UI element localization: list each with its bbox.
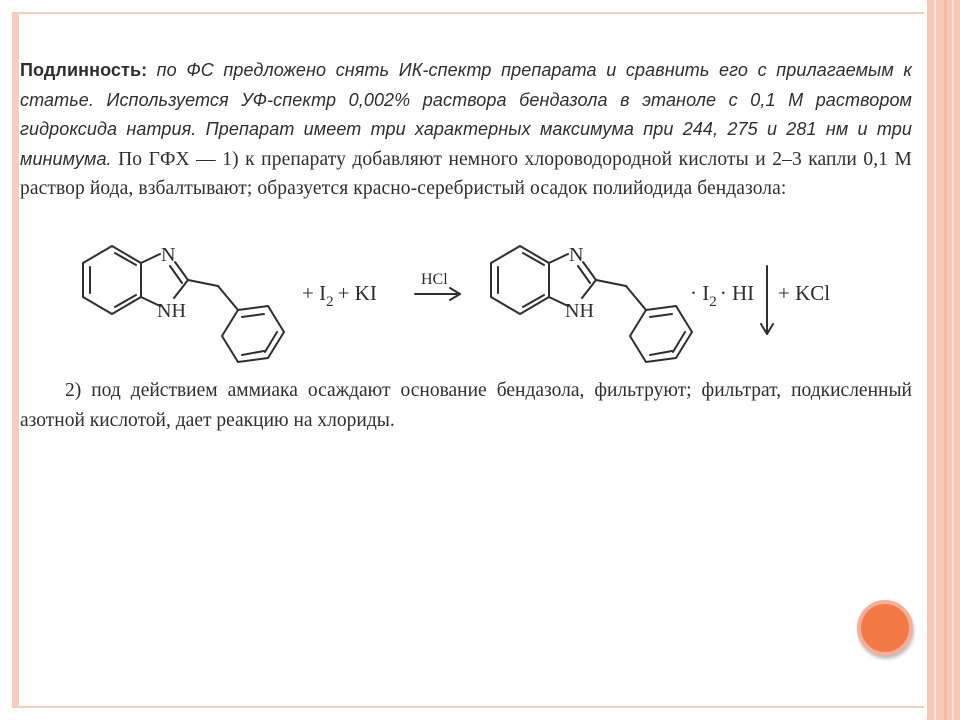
ir-uv-spectra-text: по ФС предложено снять ИК-спектр препарата и сравнить его с прилагаемым к статье. Используется УФ-спектр 0,002% раствора бендазола в этаноле с 0,1 М раствором гидроксида натрия. Препарат имеет три характерных максимума при 244, 275 и 281 нм и три минимума.: [20, 60, 912, 169]
reaction-scheme: [70, 236, 870, 370]
authenticity-label: Подлинность:: [20, 60, 148, 80]
slide-frame-left: [12, 12, 19, 708]
slide-frame-stripe: [944, 0, 947, 720]
product-nitrogen-label: N: [569, 244, 584, 266]
ammonia-test-paragraph: 2) под действием аммиака осаждают основание бендазола, фильтруют; фильтрат, подкисленный азотной кислотой, дает реакцию на хлориды.: [20, 380, 912, 431]
slide-frame-stripe: [934, 0, 936, 720]
slide-frame-stripe: [952, 0, 954, 720]
slide-frame-top: [12, 12, 924, 14]
catalyst-label: HCl: [421, 271, 448, 288]
reaction-arrow: [415, 288, 460, 300]
reagent-iodine-label: + $I_2$ + KI: [302, 281, 377, 310]
precipitate-arrow: [761, 266, 773, 334]
reactant-nh-label: NH: [157, 300, 186, 322]
reactant-nitrogen-label: N: [161, 244, 176, 266]
authenticity-paragraph: [20, 56, 912, 204]
slide-frame-right-band: [924, 0, 960, 720]
slide-frame-stripe: [924, 0, 927, 720]
product-nh-label: NH: [565, 300, 594, 322]
byproduct-label: + KCl: [778, 281, 831, 305]
gfx-test-text: По ГФХ — 1) к препарату добавляют немного хлороводородной кислоты и 2–3 капли 0,1 М раствор йода, взбалтывают; образуется красно-серебристый осадок полийодида бендазола:: [20, 148, 912, 199]
slide-frame-bottom: [12, 706, 924, 708]
reaction-scheme-drawing: [70, 236, 870, 370]
product-salt-label: · $I_2$ · HI: [690, 281, 755, 310]
slide-nav-button[interactable]: [857, 600, 913, 656]
